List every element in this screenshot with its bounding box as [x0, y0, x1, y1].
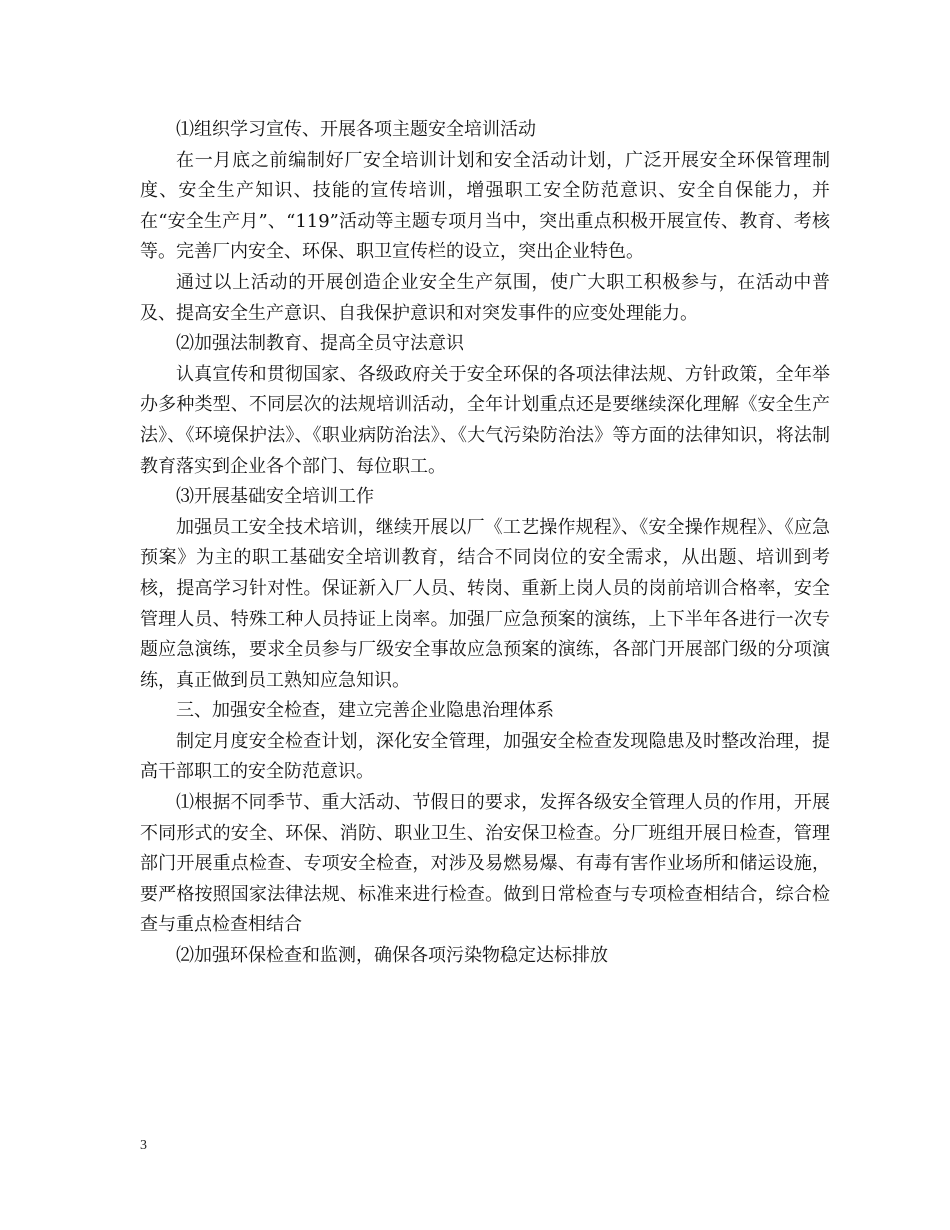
page-number: 3	[140, 1138, 147, 1153]
paragraph-heading-3: ⑶开展基础安全培训工作	[176, 486, 374, 508]
document-body	[140, 115, 830, 972]
paragraph: 认真宣传和贯彻国家、各级政府关于安全环保的各项法律法规、方针政策，全年举办多种类型、不同层次的法规培训活动，全年计划重点还是要继续深化理解《安全生产法》、《环境保护法》、《职业病防治法》、《大气污染防治法》等方面的法律知识，将法制教育落实到企业各个部门、每位职工。	[140, 363, 830, 477]
paragraph-heading-4: ⑵加强环保检查和监测，确保各项污染物稳定达标排放	[176, 945, 608, 967]
paragraph-heading-2: ⑵加强法制教育、提高全员守法意识	[176, 333, 464, 355]
paragraph: 通过以上活动的开展创造企业安全生产氛围，使广大职工积极参与，在活动中普及、提高安全生产意识、自我保护意识和对突发事件的应变处理能力。	[140, 271, 830, 324]
paragraph: 加强员工安全技术培训，继续开展以厂《工艺操作规程》、《安全操作规程》、《应急预案》为主的职工基础安全培训教育，结合不同岗位的安全需求，从出题、培训到考核，提高学习针对性。保证新入厂人员、转岗、重新上岗人员的岗前培训合格率，安全管理人员、特殊工种人员持证上岗率。加强厂应急预案的演练，上下半年各进行一次专题应急演练，要求全员参与厂级安全事故应急预案的演练，各部门开展部门级的分项演练，真正做到员工熟知应急知识。	[140, 516, 830, 691]
paragraph: 制定月度安全检查计划，深化安全管理，加强安全检查发现隐患及时整改治理，提高干部职工的安全防范意识。	[140, 730, 830, 783]
paragraph: 在一月底之前编制好厂安全培训计划和安全活动计划，广泛开展安全环保管理制度、安全生产知识、技能的宣传培训，增强职工安全防范意识、安全自保能力，并在“安全生产月”、“119”活动等主题专项月当中，突出重点积极开展宣传、教育、考核等。完善厂内安全、环保、职卫宣传栏的设立，突出企业特色。	[140, 149, 830, 263]
paragraph: ⑴根据不同季节、重大活动、节假日的要求，发挥各级安全管理人员的作用，开展不同形式的安全、环保、消防、职业卫生、治安保卫检查。分厂班组开展日检查，管理部门开展重点检查、专项安全检查，对涉及易燃易爆、有毒有害作业场所和储运设施，要严格按照国家法律法规、标准来进行检查。做到日常检查与专项检查相结合，综合检查与重点检查相结合	[140, 792, 830, 936]
section-heading: 三、加强安全检查，建立完善企业隐患治理体系	[176, 700, 554, 722]
paragraph-heading-1: ⑴组织学习宣传、开展各项主题安全培训活动	[176, 119, 536, 140]
